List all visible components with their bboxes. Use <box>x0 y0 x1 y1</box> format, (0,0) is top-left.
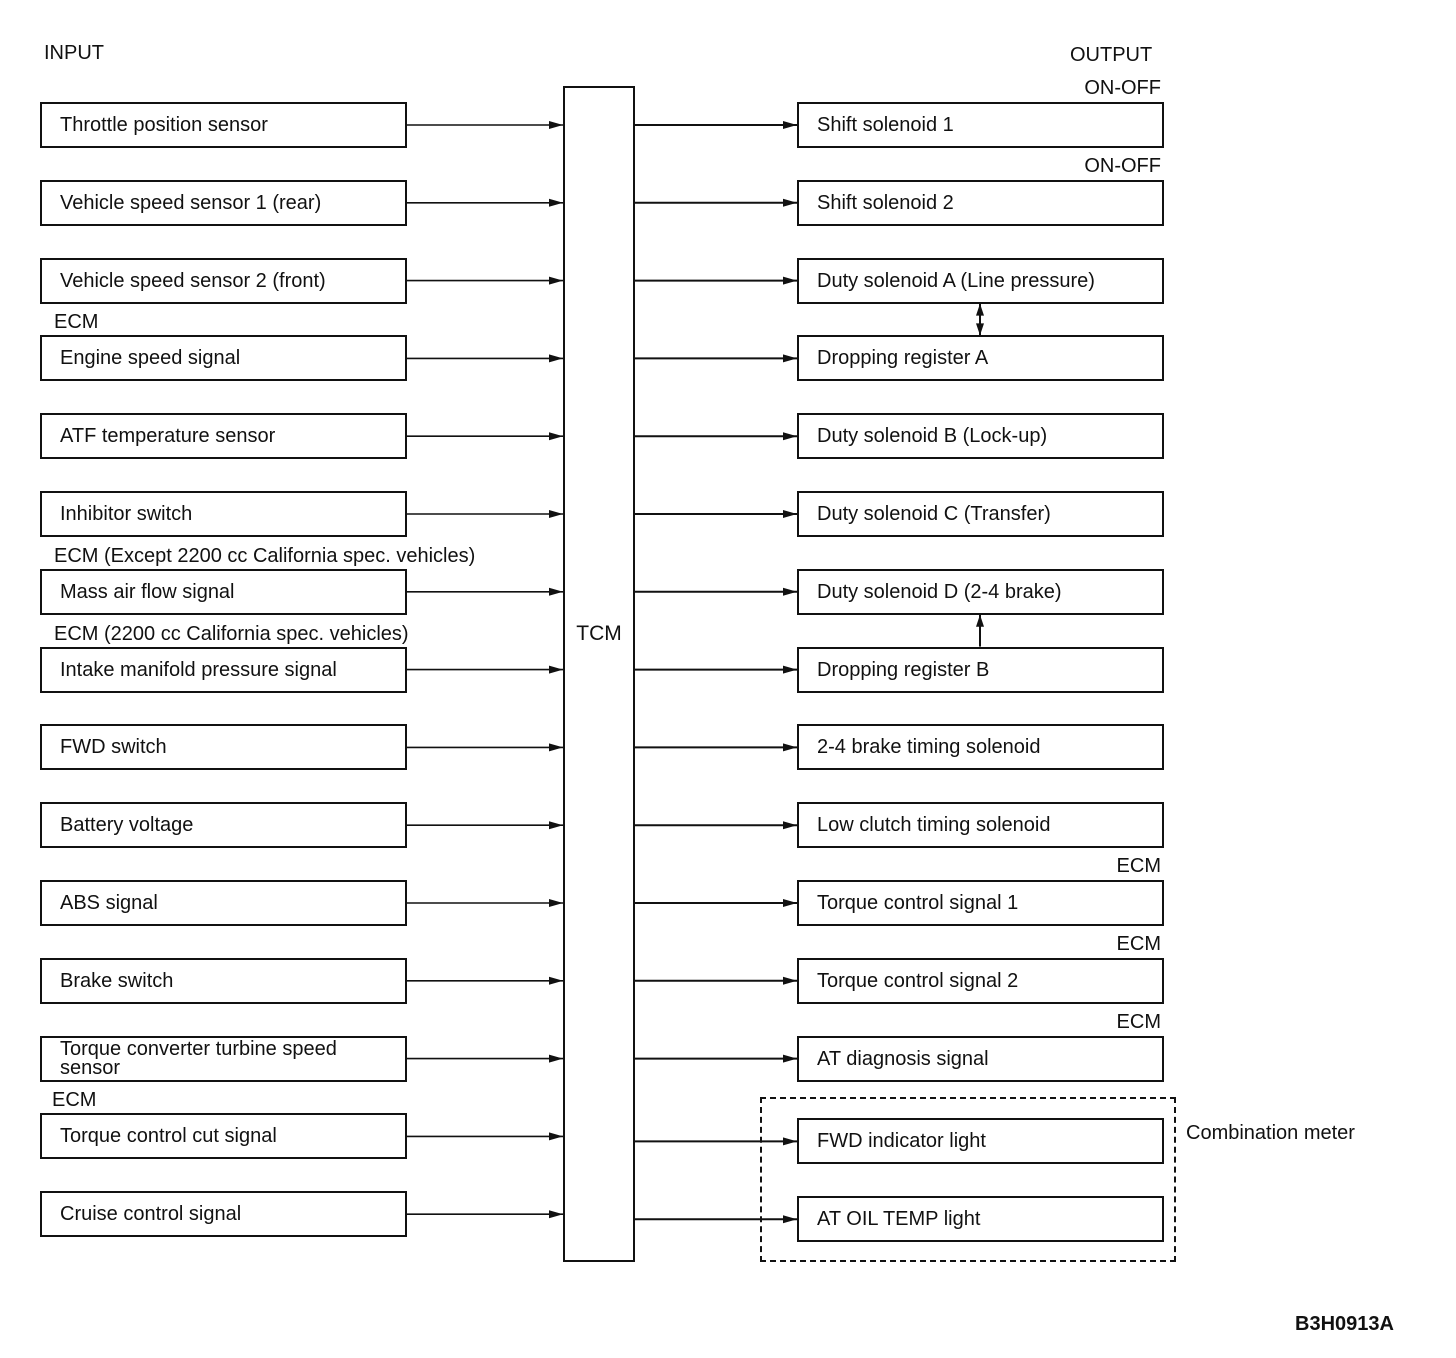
input-10-arrow <box>549 821 563 829</box>
output-13-label: AT diagnosis signal <box>817 1047 989 1070</box>
output-15-label: AT OIL TEMP light <box>817 1208 981 1231</box>
output-11-label: Torque control signal 1 <box>817 892 1019 914</box>
input-2-label: Vehicle speed sensor 1 (rear) <box>60 191 322 214</box>
output-14-label: FWD indicator light <box>817 1130 986 1153</box>
input-5-arrow <box>549 432 563 440</box>
output-4-arrow <box>783 354 797 362</box>
input-8-box <box>40 647 407 693</box>
input-11-label: ABS signal <box>60 892 158 914</box>
input-8-arrow <box>549 666 563 674</box>
input-14-box <box>40 1113 407 1159</box>
combination-meter-group <box>760 1097 1176 1262</box>
input-15-label: Cruise control signal <box>60 1203 242 1226</box>
input-2-box <box>40 180 407 226</box>
output-1-arrow <box>783 121 797 129</box>
output-3-arrow <box>783 277 797 285</box>
input-9-label: FWD switch <box>60 736 167 759</box>
output-13-tag: ECM <box>1116 1010 1161 1033</box>
output-8-label: Dropping register B <box>817 658 990 681</box>
output-9-arrow <box>783 743 797 751</box>
output-2-box <box>797 180 1164 226</box>
input-14-source-tag: ECM <box>52 1089 97 1112</box>
input-13-box <box>40 1036 407 1082</box>
input-9-arrow <box>549 743 563 751</box>
input-8-label: Intake manifold pressure signal <box>60 658 337 681</box>
input-heading: INPUT <box>44 42 104 64</box>
output-2-label: Shift solenoid 2 <box>817 191 954 214</box>
input-13-arrow <box>549 1055 563 1063</box>
input-5-box <box>40 413 407 459</box>
tcm-block <box>563 86 635 1262</box>
output-10-label: Low clutch timing solenoid <box>817 814 1051 837</box>
input-14-label: Torque control cut signal <box>60 1125 277 1148</box>
output-3-box <box>797 258 1164 304</box>
input-13-label: Torque converter turbine speed sensor <box>60 1037 337 1079</box>
tcm-label: TCM <box>576 622 622 645</box>
combination-meter-label: Combination meter <box>1186 1122 1355 1144</box>
input-3-box <box>40 258 407 304</box>
output-1-box <box>797 102 1164 148</box>
figure-id: B3H0913A <box>1295 1313 1394 1335</box>
input-3-label: Vehicle speed sensor 2 (front) <box>60 269 326 292</box>
input-5-label: ATF temperature sensor <box>60 425 276 448</box>
input-12-label: Brake switch <box>60 969 174 992</box>
output-11-arrow <box>783 899 797 907</box>
input-7-source-tag: ECM (Except 2200 cc California spec. vehicles) <box>54 544 476 567</box>
output-12-box <box>797 958 1164 1004</box>
output-5-arrow <box>783 432 797 440</box>
output-5-label: Duty solenoid B (Lock-up) <box>817 425 1048 448</box>
output-9-box <box>797 724 1164 770</box>
output-11-tag: ECM <box>1116 855 1161 877</box>
input-1-arrow <box>549 121 563 129</box>
output-13-box <box>797 1036 1164 1082</box>
output-1-tag: ON-OFF <box>1084 77 1161 99</box>
input-15-arrow <box>549 1210 563 1218</box>
output-10-box <box>797 802 1164 848</box>
input-4-label: Engine speed signal <box>60 347 241 370</box>
output-7-label: Duty solenoid D (2-4 brake) <box>817 580 1062 603</box>
output-2-arrow <box>783 199 797 207</box>
input-10-box <box>40 802 407 848</box>
input-7-label: Mass air flow signal <box>60 580 235 603</box>
input-4-box <box>40 335 407 381</box>
link-a-arrow-down <box>976 323 984 335</box>
input-2-arrow <box>549 199 563 207</box>
output-2-tag: ON-OFF <box>1084 154 1161 177</box>
output-8-box <box>797 647 1164 693</box>
input-6-arrow <box>549 510 563 518</box>
input-7-box <box>40 569 407 615</box>
input-7-arrow <box>549 588 563 596</box>
output-12-arrow <box>783 977 797 985</box>
output-6-box <box>797 491 1164 537</box>
input-6-label: Inhibitor switch <box>60 503 193 525</box>
input-9-box <box>40 724 407 770</box>
output-heading: OUTPUT <box>1070 44 1153 66</box>
input-15-box <box>40 1191 407 1237</box>
link-a-arrow-up <box>976 304 984 316</box>
output-12-tag: ECM <box>1116 932 1161 955</box>
input-6-box <box>40 491 407 537</box>
input-1-label: Throttle position sensor <box>60 114 268 136</box>
input-11-arrow <box>549 899 563 907</box>
output-5-box <box>797 413 1164 459</box>
output-12-label: Torque control signal 2 <box>817 969 1019 992</box>
output-4-label: Dropping register A <box>817 347 989 370</box>
input-4-arrow <box>549 354 563 362</box>
input-14-arrow <box>549 1132 563 1140</box>
input-12-arrow <box>549 977 563 985</box>
output-3-label: Duty solenoid A (Line pressure) <box>817 269 1095 292</box>
output-1-label: Shift solenoid 1 <box>817 114 954 136</box>
input-1-box <box>40 102 407 148</box>
output-7-box <box>797 569 1164 615</box>
link-b-arrow <box>976 615 984 627</box>
input-11-box <box>40 880 407 926</box>
input-8-source-tag: ECM (2200 cc California spec. vehicles) <box>54 622 409 645</box>
input-3-arrow <box>549 277 563 285</box>
output-4-box <box>797 335 1164 381</box>
input-4-source-tag: ECM <box>54 311 99 334</box>
output-7-arrow <box>783 588 797 596</box>
output-9-label: 2-4 brake timing solenoid <box>817 736 1041 759</box>
output-8-arrow <box>783 666 797 674</box>
output-11-box <box>797 880 1164 926</box>
output-10-arrow <box>783 821 797 829</box>
input-12-box <box>40 958 407 1004</box>
output-6-arrow <box>783 510 797 518</box>
input-10-label: Battery voltage <box>60 814 194 837</box>
output-13-arrow <box>783 1055 797 1063</box>
output-6-label: Duty solenoid C (Transfer) <box>817 503 1051 525</box>
